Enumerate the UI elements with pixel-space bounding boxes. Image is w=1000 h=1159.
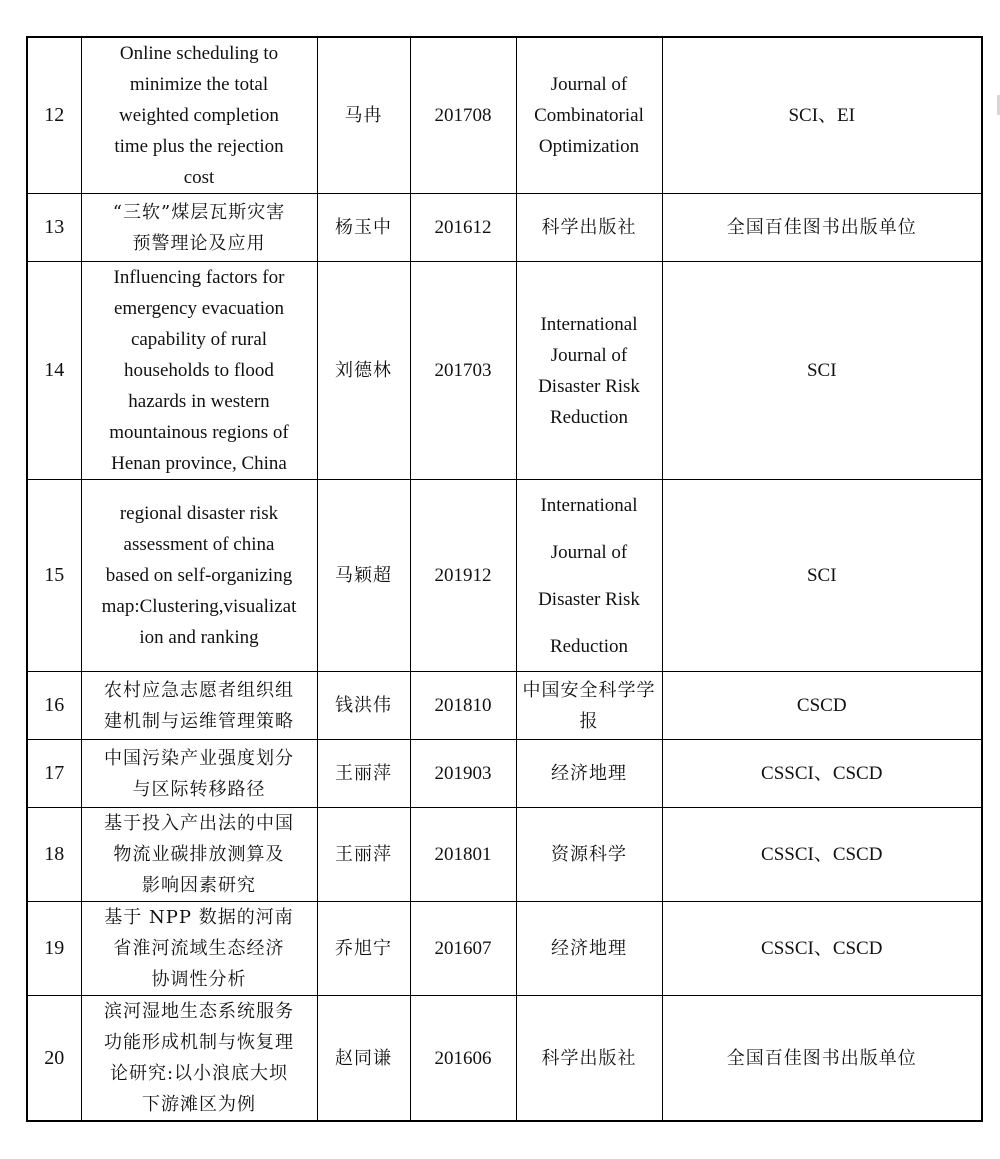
date-cell: 201612 [410, 194, 516, 262]
title-line: assessment of china [123, 534, 275, 555]
publisher-line: 科学出版社 [541, 1047, 637, 1069]
row-number: 20 [27, 996, 81, 1122]
date-cell: 201912 [410, 480, 516, 672]
publisher-cell [516, 480, 662, 672]
publisher-cell [516, 996, 662, 1122]
publisher-line: 报 [579, 710, 599, 732]
index-cell: 全国百佳图书出版单位 [662, 194, 982, 262]
row-number: 13 [27, 194, 81, 262]
title-line: 功能形成机制与恢复理 [104, 1032, 294, 1053]
publisher-line: International [540, 494, 638, 516]
publisher-line: 科学出版社 [541, 217, 637, 238]
row-number: 17 [27, 740, 81, 808]
title-line: 基于 NPP 数据的河南 [104, 907, 294, 928]
title-line: “三软”煤层瓦斯灾害 [112, 201, 286, 223]
publisher-cell [516, 672, 662, 740]
row-number: 16 [27, 672, 81, 740]
title-line: cost [183, 167, 215, 188]
title-line: 省淮河流域生态经济 [113, 938, 285, 959]
title-line: 论研究:以小浪底大坝 [109, 1063, 289, 1084]
title-cell [81, 996, 317, 1122]
publisher-line: 资源科学 [551, 844, 627, 865]
title-line: 农村应急志愿者组织组 [104, 679, 294, 701]
publisher-cell [516, 808, 662, 902]
table-row [27, 672, 982, 740]
author-cell: 马冉 [317, 37, 410, 194]
row-number: 19 [27, 902, 81, 996]
title-cell [81, 480, 317, 672]
publisher-line: Reduction [549, 635, 629, 657]
index-cell: CSSCI、CSCD [662, 902, 982, 996]
publications-table [26, 36, 983, 1122]
title-line: households to flood [124, 360, 274, 381]
table-row [27, 740, 982, 808]
title-line: mountainous regions of [109, 422, 289, 443]
author-cell: 钱洪伟 [317, 672, 410, 740]
table-row [27, 902, 982, 996]
date-cell: 201810 [410, 672, 516, 740]
row-number: 15 [27, 480, 81, 672]
table-row [27, 808, 982, 902]
author-cell: 王丽萍 [317, 740, 410, 808]
row-number: 18 [27, 808, 81, 902]
title-cell [81, 262, 317, 480]
table-row [27, 996, 982, 1122]
row-number: 12 [27, 37, 81, 194]
title-line: minimize the total [129, 74, 269, 95]
publisher-line: 经济地理 [551, 763, 627, 784]
publisher-cell [516, 37, 662, 194]
publisher-cell [516, 740, 662, 808]
index-cell: CSSCI、CSCD [662, 808, 982, 902]
title-line: 与区际转移路径 [132, 778, 266, 800]
title-cell [81, 37, 317, 194]
title-line: Henan province, China [111, 453, 287, 474]
publisher-line: Journal of [550, 74, 628, 95]
publisher-cell [516, 262, 662, 480]
title-line: weighted completion [119, 105, 279, 126]
title-line: 物流业碳排放测算及 [113, 844, 285, 865]
publisher-cell [516, 194, 662, 262]
title-line: emergency evacuation [113, 298, 285, 319]
title-line: Influencing factors for [113, 267, 285, 288]
table-row [27, 262, 982, 480]
author-cell: 王丽萍 [317, 808, 410, 902]
title-line: hazards in western [128, 391, 270, 412]
title-line: regional disaster risk [119, 503, 279, 524]
index-cell: CSCD [662, 672, 982, 740]
date-cell: 201703 [410, 262, 516, 480]
title-line: capability of rural [130, 329, 268, 350]
table-row [27, 194, 982, 262]
date-cell: 201607 [410, 902, 516, 996]
title-line: 滨河湿地生态系统服务 [104, 1001, 294, 1022]
index-cell: SCI [662, 262, 982, 480]
title-line: 建机制与运维管理策略 [104, 710, 294, 732]
publisher-line: 经济地理 [551, 938, 627, 959]
index-cell: CSSCI、CSCD [662, 740, 982, 808]
author-cell: 杨玉中 [317, 194, 410, 262]
date-cell: 201903 [410, 740, 516, 808]
publisher-cell [516, 902, 662, 996]
index-cell: SCI、EI [662, 37, 982, 194]
index-cell: SCI [662, 480, 982, 672]
title-line: based on self-organizing [105, 565, 293, 586]
author-cell: 乔旭宁 [317, 902, 410, 996]
publisher-line: Reduction [549, 406, 629, 428]
title-line: map:Clustering,visualizat [101, 596, 297, 617]
publisher-line: Disaster Risk [538, 588, 640, 610]
title-line: ion and ranking [139, 627, 259, 648]
title-cell [81, 808, 317, 902]
publisher-line: Optimization [538, 136, 640, 157]
publisher-line: Journal of [550, 541, 628, 563]
publisher-line: Disaster Risk [538, 375, 640, 397]
title-cell [81, 902, 317, 996]
title-line: time plus the rejection [114, 136, 284, 157]
title-line: 基于投入产出法的中国 [104, 813, 294, 834]
table-row [27, 37, 982, 194]
title-line: 中国污染产业强度划分 [104, 747, 294, 769]
publisher-line: Combinatorial [534, 105, 644, 126]
title-cell [81, 194, 317, 262]
title-line: Online scheduling to [119, 43, 279, 64]
date-cell: 201708 [410, 37, 516, 194]
title-line: 下游滩区为例 [142, 1094, 256, 1115]
title-line: 协调性分析 [151, 969, 247, 990]
author-cell: 刘德林 [317, 262, 410, 480]
author-cell: 赵同谦 [317, 996, 410, 1122]
date-cell: 201801 [410, 808, 516, 902]
publisher-line: 中国安全科学学 [522, 679, 656, 701]
title-cell [81, 740, 317, 808]
title-line: 预警理论及应用 [132, 232, 266, 254]
table-row [27, 480, 982, 672]
index-cell: 全国百佳图书出版单位 [662, 996, 982, 1122]
row-number: 14 [27, 262, 81, 480]
title-cell [81, 672, 317, 740]
author-cell: 马颖超 [317, 480, 410, 672]
publisher-line: International [540, 313, 638, 335]
publisher-line: Journal of [550, 344, 628, 366]
title-line: 影响因素研究 [142, 875, 256, 896]
date-cell: 201606 [410, 996, 516, 1122]
